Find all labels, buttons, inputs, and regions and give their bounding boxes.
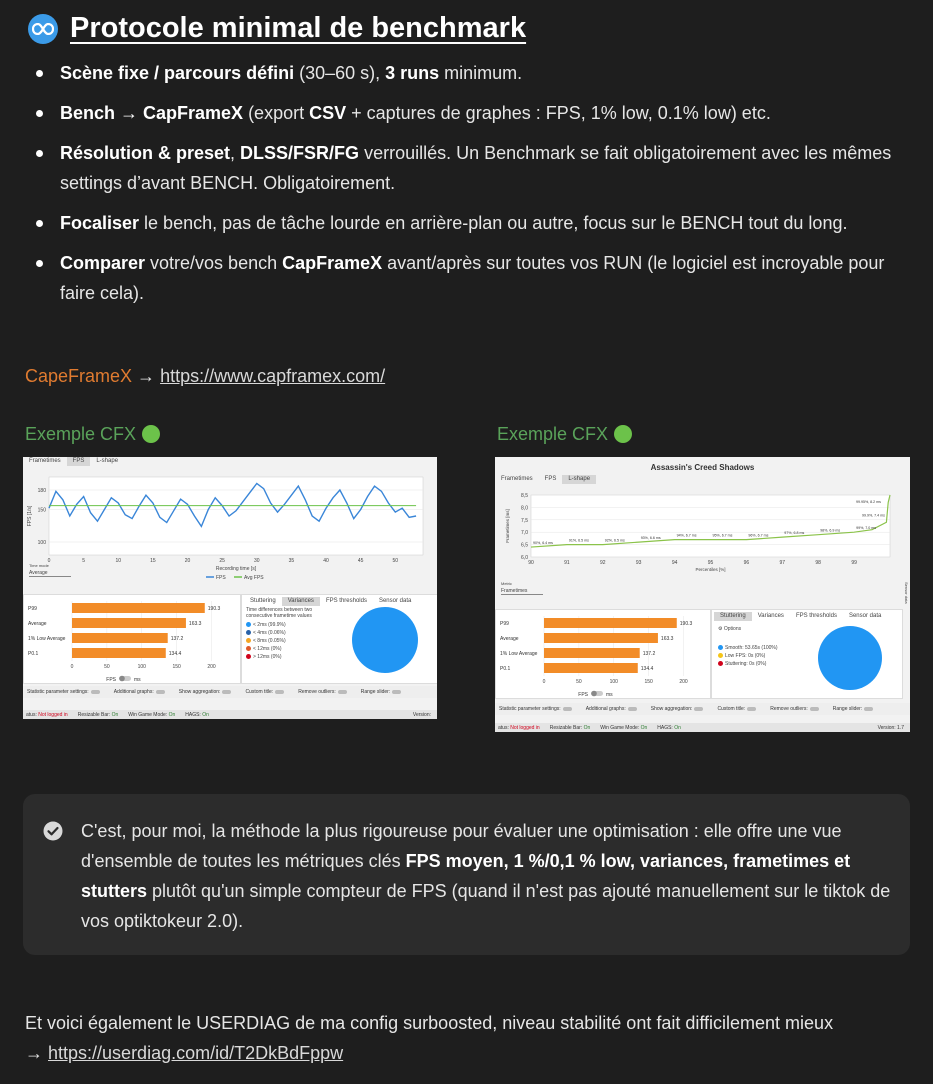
status-label: HAGS:	[657, 724, 673, 731]
legend-text: Stuttering: 0s (0%)	[725, 661, 767, 667]
bold-text: CapFrameX	[282, 253, 383, 273]
point-annotation: 99.9%, 7.4 ms	[862, 513, 885, 518]
x-tick-label: 94	[671, 560, 678, 566]
bold-text: CSV	[309, 103, 347, 123]
tab-frametimes[interactable]: Frametimes	[29, 458, 61, 464]
bar-category-label: Average	[500, 636, 519, 642]
x-tick-label: 50	[392, 558, 399, 564]
infinity-icon	[28, 14, 58, 44]
plot-area	[49, 477, 423, 555]
y-tick-label: 150	[37, 507, 46, 514]
status-label: HAGS:	[185, 711, 201, 718]
option-control[interactable]	[717, 706, 756, 712]
capframex-link[interactable]: https://www.capframex.com/	[160, 366, 386, 386]
lshape-chart	[495, 485, 910, 585]
point-annotation: 98%, 6.9 ms	[820, 528, 841, 533]
green-circle-icon	[614, 425, 632, 443]
tab-lshape[interactable]: L-shape	[96, 458, 119, 464]
bar-value-label: 137.2	[170, 636, 184, 642]
bar-category-label: Average	[28, 621, 47, 627]
tab-fps-thresholds[interactable]: FPS thresholds	[325, 598, 367, 604]
bar-value-label: 163.3	[188, 621, 202, 627]
userdiag-paragraph	[25, 1008, 920, 1068]
bar-category-label: P99	[28, 606, 37, 612]
toggle-unit: ms	[606, 692, 613, 698]
login-status: Not logged in	[38, 711, 68, 718]
legend-entry: FPS	[216, 575, 226, 581]
pie-slice-smooth	[818, 626, 882, 690]
list-item	[30, 98, 920, 128]
bold-text: FPS moyen, 1 %/0,1 % low, variances, frametimes et stutters	[81, 851, 851, 901]
variances-panel	[241, 594, 437, 684]
x-tick-label: 5	[82, 558, 86, 564]
callout-text	[81, 816, 891, 936]
x-tick-label: 91	[564, 560, 570, 566]
tab-fps-thresholds[interactable]: FPS thresholds	[795, 613, 837, 619]
x-tick-label: 200	[207, 664, 216, 670]
toggle-switch[interactable]	[563, 707, 572, 711]
tab-frametimes[interactable]: Frametimes	[501, 476, 533, 482]
toggle-switch[interactable]	[747, 707, 756, 711]
y-tick-label: 7,5	[521, 517, 528, 524]
tab-bar	[495, 475, 596, 484]
x-tick-label: 10	[115, 558, 122, 564]
point-annotation: 96%, 6.7 ms	[748, 533, 769, 538]
bold-text: Comparer	[60, 253, 146, 273]
tab-stuttering[interactable]: Stuttering	[714, 612, 752, 621]
x-tick-label: 150	[644, 679, 653, 685]
tab-bar	[23, 457, 124, 466]
legend-swatch	[718, 661, 723, 666]
status-bar	[23, 710, 437, 719]
option-control[interactable]	[586, 706, 637, 712]
option-control[interactable]	[114, 689, 165, 695]
userdiag-text: Et voici également le USERDIAG de ma config surboosted, niveau stabilité ont fait difficilement mieux	[25, 1013, 834, 1033]
status-label: atus:	[498, 724, 509, 731]
example-label	[497, 420, 632, 448]
bold-text: Scène fixe / parcours défini	[60, 63, 295, 83]
x-tick-label: 40	[323, 558, 329, 564]
legend-text: < 12ms (0%)	[253, 646, 282, 652]
section-heading	[28, 12, 526, 45]
tab-stuttering[interactable]: Stuttering	[250, 598, 276, 604]
bold-text: DLSS/FSR/FG	[240, 143, 360, 163]
text: + captures de graphes : FPS, 1% low, 0.1% low) etc.	[346, 103, 771, 123]
stats-panel	[23, 594, 241, 684]
legend-item	[718, 652, 778, 660]
bar-value-label: 137.2	[642, 651, 656, 657]
legend-item	[246, 629, 286, 637]
x-tick-label: 100	[609, 679, 618, 685]
bar-value-label: 190.3	[679, 621, 693, 627]
legend-swatch	[246, 630, 251, 635]
legend-text: < 2ms (99.9%)	[253, 622, 286, 628]
status-label: Win Game Mode:	[128, 711, 168, 718]
text: (30–60 s),	[294, 63, 386, 83]
time-mode-label: Time mode	[29, 563, 49, 568]
list-item	[30, 138, 920, 198]
stutter-pie-chart	[808, 616, 892, 696]
x-tick-label: 95	[707, 560, 714, 566]
x-tick-label: 98	[815, 560, 821, 566]
text: C'est, pour moi, la méthode la plus rigoureuse pour évaluer une optimisation : elle offre une vue d'ensemble de toutes les métriques clés	[81, 821, 842, 871]
variance-legend	[246, 621, 286, 661]
point-annotation: 90%, 6.4 ms	[533, 541, 553, 546]
options-label: Options	[723, 626, 742, 632]
metric-label: Metric	[501, 581, 512, 586]
legend-swatch	[246, 622, 251, 627]
text: ,	[230, 143, 241, 163]
x-tick-label: 99	[851, 560, 857, 566]
variance-pie-chart	[350, 605, 420, 675]
x-tick-label: 35	[288, 558, 295, 564]
option-label: Custom title:	[717, 706, 746, 712]
tab-variances[interactable]: Variances	[757, 613, 784, 619]
capframex-screenshot-fps	[23, 457, 437, 719]
text: avant/après sur toutes vos RUN (le logiciel est incroyable pour faire cela).	[60, 253, 885, 303]
option-control[interactable]	[245, 689, 284, 695]
toggle-label: FPS	[106, 677, 116, 683]
x-tick-label: 25	[219, 558, 225, 564]
toggle-switch[interactable]	[694, 707, 703, 711]
option-label: Statistic parameter settings:	[499, 706, 561, 712]
bar-3	[544, 663, 638, 673]
y-tick-label: 6,0	[521, 555, 528, 561]
example-label-text: Exemple CFX	[497, 424, 609, 444]
bar-2	[544, 648, 640, 658]
metric-select[interactable]: Frametimes	[501, 588, 543, 595]
bar-category-label: 1% Low Average	[28, 636, 66, 642]
bar-category-label: P0.1	[500, 666, 511, 672]
legend-text: Low FPS: 0s (0%)	[725, 653, 766, 659]
y-tick-label: 6,5	[521, 542, 528, 549]
toggle-switch[interactable]	[864, 707, 873, 711]
bar-category-label: P0.1	[28, 651, 39, 657]
bar-category-label: P99	[500, 621, 509, 627]
login-status: Not logged in	[510, 724, 540, 731]
stuttering-panel	[711, 609, 903, 699]
option-label: Statistic parameter settings:	[27, 689, 89, 695]
x-tick-label: 30	[253, 558, 260, 564]
text: votre/vos bench	[145, 253, 283, 273]
example-label-text: Exemple CFX	[25, 424, 137, 444]
legend-entry: Avg FPS	[244, 575, 264, 581]
x-axis-label: Percentiles [%]	[695, 567, 726, 572]
tab-lshape[interactable]: L-shape	[562, 475, 596, 484]
option-label: Range slider:	[832, 706, 863, 712]
x-tick-label: 15	[150, 558, 156, 564]
point-annotation: 92%, 6.5 ms	[604, 538, 625, 543]
version-label: Version: 1.7	[877, 724, 904, 731]
toggle-switch[interactable]	[392, 690, 401, 694]
bar-2	[72, 633, 168, 643]
bar-0	[72, 603, 205, 613]
fps-line-chart	[23, 467, 437, 602]
status-label: Resizable Bar:	[77, 711, 111, 718]
bold-text: Focaliser	[60, 213, 140, 233]
toggle-switch[interactable]	[810, 707, 819, 711]
capframex-screenshot-lshape	[495, 457, 910, 732]
status-label: Win Game Mode:	[600, 724, 640, 731]
bold-text: Résolution & preset	[60, 143, 231, 163]
capframex-name: CapeFrameX	[25, 366, 133, 386]
list-item	[30, 248, 920, 308]
option-label: Additional graphs:	[113, 689, 154, 695]
legend-item	[718, 660, 778, 668]
point-annotation: 93%, 6.6 ms	[640, 536, 661, 541]
toggle-switch[interactable]	[156, 690, 165, 694]
point-annotation: 95%, 6.7 ms	[712, 533, 733, 538]
option-label: Range slider:	[360, 689, 391, 695]
x-tick-label: 90	[528, 560, 534, 566]
legend-text: Smooth: 53.65s (100%)	[725, 645, 778, 651]
text: (export	[243, 103, 310, 123]
legend-item	[246, 645, 286, 653]
legend-item	[246, 653, 286, 661]
option-label: Show aggregation:	[650, 706, 693, 712]
tab-sensor-data[interactable]: Sensor data	[378, 598, 412, 604]
text: plutôt qu'un simple compteur de FPS (quand il n'est pas ajouté manuellement sur le tiktok de vos optiktokeur 2.0).	[81, 881, 891, 931]
y-tick-label: 7,0	[521, 530, 528, 537]
point-annotation: 97%, 6.8 ms	[784, 531, 805, 536]
bold-text: 3 runs	[385, 63, 440, 83]
tab-fps[interactable]: FPS	[544, 476, 557, 482]
point-annotation: 94%, 6.7 ms	[676, 533, 697, 538]
legend-swatch	[246, 654, 251, 659]
y-tick-label: 180	[37, 488, 46, 494]
stats-panel	[495, 609, 711, 699]
legend-swatch	[246, 646, 251, 651]
option-control[interactable]	[179, 689, 232, 695]
bold-text: Bench → CapFrameX	[60, 103, 244, 123]
example-label	[25, 420, 160, 448]
bar-1	[72, 618, 186, 628]
option-control[interactable]	[499, 706, 572, 712]
legend-text: < 8ms (0.05%)	[253, 638, 286, 644]
protocol-list	[30, 58, 920, 318]
x-tick-label: 20	[184, 558, 191, 564]
legend-item	[246, 621, 286, 629]
toggle-switch[interactable]	[628, 707, 637, 711]
stats-bar-chart	[24, 595, 240, 683]
status-value: On	[111, 711, 119, 718]
y-axis-label: Frametimes [ms]	[505, 509, 510, 543]
gear-icon: ⚙	[718, 626, 723, 632]
variance-title: Time differences between two consecutive frametime values	[246, 607, 313, 619]
toggle-knob	[591, 691, 597, 697]
legend-item	[246, 637, 286, 645]
text: minimum.	[439, 63, 523, 83]
option-control[interactable]	[298, 689, 347, 695]
game-title: Assassin's Creed Shadows	[650, 463, 755, 472]
option-control[interactable]	[27, 689, 100, 695]
x-tick-label: 93	[635, 560, 642, 566]
option-control[interactable]	[833, 706, 873, 712]
toggle-knob	[119, 676, 125, 682]
x-tick-label: 92	[600, 560, 606, 566]
x-tick-label: 200	[679, 679, 688, 685]
x-tick-label: 150	[172, 664, 181, 670]
bar-0	[544, 618, 677, 628]
time-mode-select[interactable]: Average	[29, 570, 71, 577]
toggle-switch[interactable]	[222, 690, 231, 694]
option-control[interactable]	[770, 706, 819, 712]
option-control[interactable]	[361, 689, 401, 695]
pie-slice-under-2ms	[352, 607, 418, 673]
point-annotation: 91%, 6.5 ms	[568, 538, 589, 543]
legend-text: < 4ms (0.06%)	[253, 630, 286, 636]
version-label: Version:	[412, 711, 431, 718]
x-tick-label: 0	[70, 664, 74, 670]
point-annotation: 99%, 7.0 ms	[856, 526, 877, 531]
bar-3	[72, 648, 166, 658]
page-title: Protocole minimal de benchmark	[70, 12, 527, 44]
capframex-line	[25, 362, 385, 390]
y-tick-label: 8,5	[521, 493, 528, 499]
y-tick-label: 100	[37, 540, 46, 546]
plot-area	[531, 495, 890, 557]
bar-value-label: 190.3	[207, 606, 221, 612]
tab-variances[interactable]: Variances	[282, 597, 320, 606]
green-circle-icon	[142, 425, 160, 443]
y-tick-label: 8,0	[521, 505, 528, 512]
x-tick-label: 97	[779, 560, 786, 566]
x-axis-label: Recording time [s]	[215, 566, 257, 572]
toggle-label: FPS	[578, 692, 588, 698]
userdiag-link[interactable]: https://userdiag.com/id/T2DkBdFppw	[48, 1043, 344, 1063]
list-item	[30, 58, 920, 88]
legend-swatch	[718, 645, 723, 650]
bar-value-label: 163.3	[660, 636, 674, 642]
options-button[interactable]	[718, 626, 741, 632]
tab-sensor-data[interactable]: Sensor data	[848, 613, 882, 619]
toggle-unit: ms	[134, 677, 141, 683]
status-value: On	[674, 724, 681, 731]
check-circle-icon	[43, 821, 63, 841]
bar-value-label: 134.4	[168, 651, 182, 657]
status-label: atus:	[26, 711, 37, 718]
stats-bar-chart	[496, 610, 710, 698]
conclusion-callout	[23, 794, 910, 955]
status-bar	[495, 723, 910, 732]
x-tick-label: 50	[104, 664, 110, 670]
x-tick-label: 50	[576, 679, 582, 685]
legend-swatch	[718, 653, 723, 658]
x-tick-label: 45	[357, 558, 364, 564]
status-value: On	[168, 711, 176, 718]
options-bar	[495, 703, 910, 715]
option-label: Show aggregation:	[178, 689, 221, 695]
toggle-switch[interactable]	[338, 690, 347, 694]
x-tick-label: 0	[47, 558, 51, 564]
status-value: On	[202, 711, 209, 718]
legend-text: > 12ms (0%)	[253, 654, 282, 660]
option-label: Remove outliers:	[298, 689, 336, 695]
x-tick-label: 100	[137, 664, 146, 670]
legend-item	[718, 644, 778, 652]
arrow: →	[25, 1043, 49, 1063]
bar-1	[544, 633, 658, 643]
list-item	[30, 208, 920, 238]
point-annotation: 99.95%, 8.2 ms	[856, 500, 881, 504]
option-label: Additional graphs:	[585, 706, 626, 712]
toggle-switch[interactable]	[275, 690, 284, 694]
sensor-side-label: Sensor data	[904, 582, 909, 604]
x-tick-label: 96	[743, 560, 750, 566]
tab-fps[interactable]: FPS	[67, 457, 91, 466]
bar-value-label: 134.4	[640, 666, 654, 672]
status-label: Resizable Bar:	[549, 724, 583, 731]
bar-category-label: 1% Low Average	[500, 651, 538, 657]
toggle-switch[interactable]	[91, 690, 100, 694]
option-label: Remove outliers:	[770, 706, 808, 712]
x-tick-label: 0	[542, 679, 546, 685]
status-value: On	[583, 724, 591, 731]
text: verrouillés. Un Benchmark se fait obligatoirement avec les mêmes settings d’avant BENCH. Obligatoirement.	[60, 143, 892, 193]
stutter-legend	[718, 644, 778, 668]
option-label: Custom title:	[245, 689, 274, 695]
options-bar	[23, 686, 437, 698]
legend-swatch	[246, 638, 251, 643]
arrow: →	[132, 366, 161, 386]
option-control[interactable]	[651, 706, 704, 712]
text: le bench, pas de tâche lourde en arrière-plan ou autre, focus sur le BENCH tout du long.	[139, 213, 848, 233]
status-value: On	[640, 724, 648, 731]
y-axis-label: FPS [1/s]	[27, 505, 33, 527]
